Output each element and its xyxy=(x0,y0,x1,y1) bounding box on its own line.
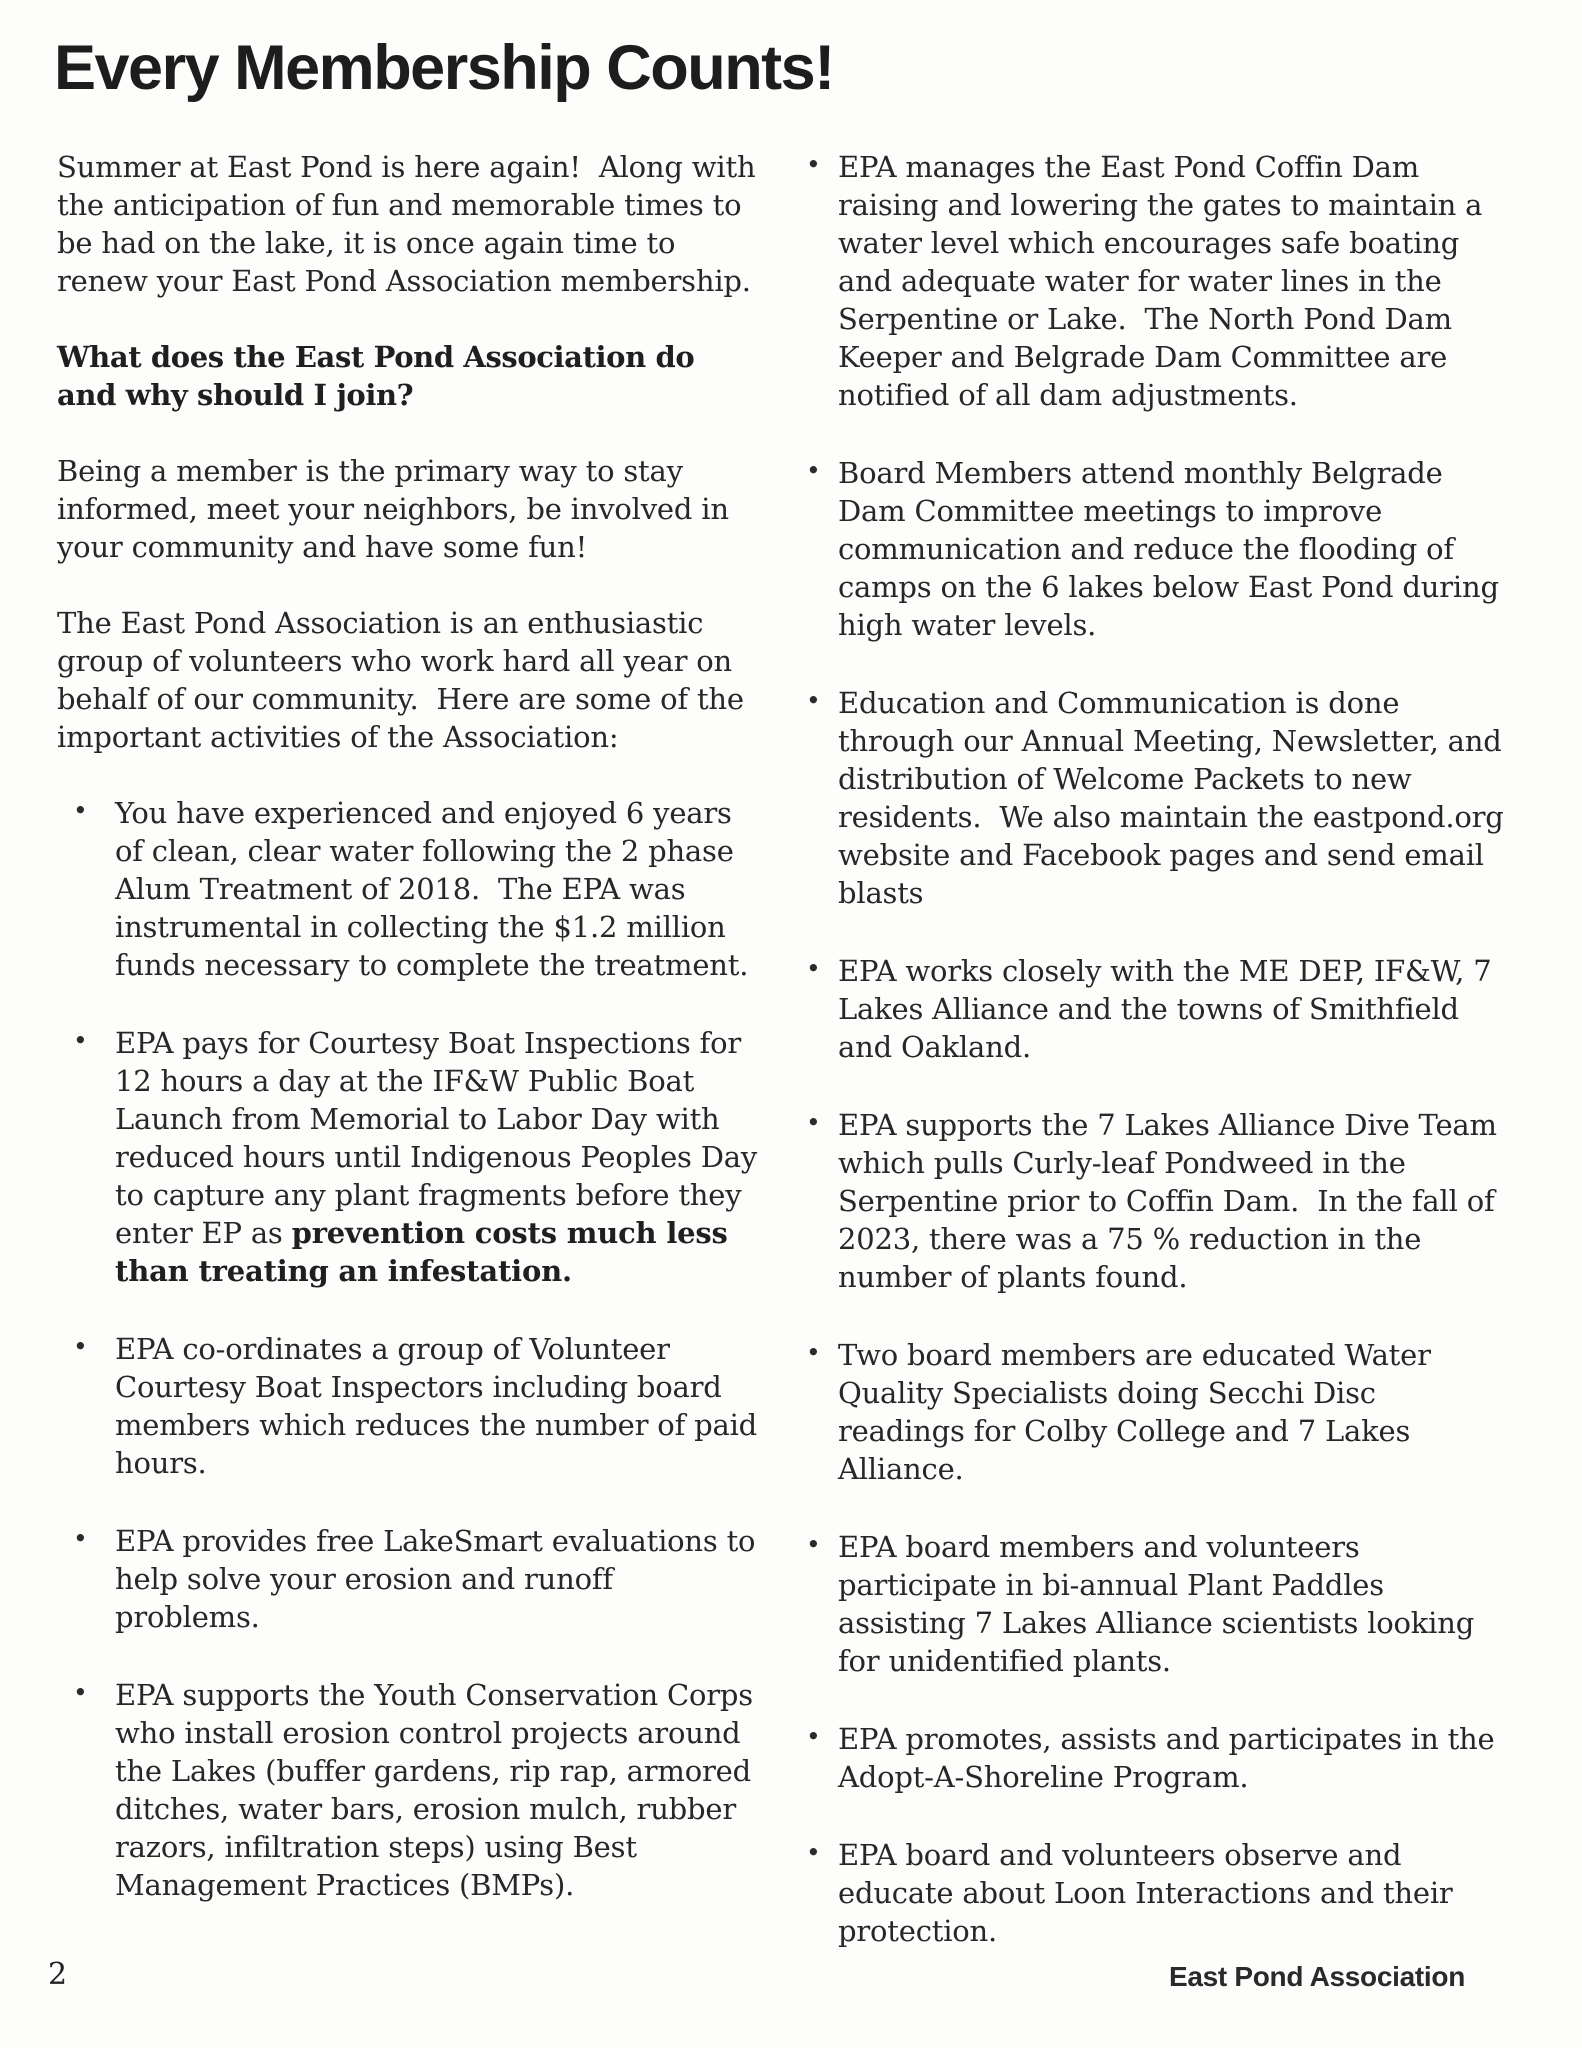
list-item xyxy=(808,148,1508,414)
bullet-text: EPA supports the 7 Lakes Alliance Dive Team which pulls Curly-leaf Pondweed in the Serpentine prior to Coffin Dam. In the fall of 2023, there was a 75 % reduction in the number of plants found. xyxy=(838,1108,1506,1294)
bullet-text: Board Members attend monthly Belgrade Dam Committee meetings to improve communication and reduce the flooding of camps on the 6 lakes below East Pond during high water levels. xyxy=(838,456,1508,642)
bullet-text: EPA board and volunteers observe and educate about Loon Interactions and their protection. xyxy=(838,1838,1462,1948)
page-title: Every Membership Counts! xyxy=(54,33,834,103)
bullet-text: Education and Communication is done through our Annual Meeting, Newsletter, and distribution of Welcome Packets to new residents. We also maintain the eastpond.org website and Facebook pages and send email blasts xyxy=(838,686,1513,910)
right-column xyxy=(808,148,1513,1990)
list-item xyxy=(808,952,1508,1066)
bullet-text: EPA promotes, assists and participates in the Adopt-A-Shoreline Program. xyxy=(838,1722,1504,1794)
bullet-text: EPA pays for Courtesy Boat Inspections for 12 hours a day at the IF&W Public Boat Launch from Memorial to Labor Day with reduced hours until Indigenous Peoples Day to capture any plant fragments before they enter EP as xyxy=(115,1026,767,1250)
page-number: 2 xyxy=(48,1957,68,1992)
list-item xyxy=(57,794,759,984)
left-column xyxy=(57,148,767,1944)
bullet-text: EPA manages the East Pond Coffin Dam raising and lowering the gates to maintain a water level which encourages safe boating and adequate water for water lines in the Serpentine or Lake. The North Pond Dam Keeper and Belgrade Dam Committee are notified of all dam adjustments. xyxy=(838,150,1492,412)
bullet-text: EPA provides free LakeSmart evaluations to help solve your erosion and runoff problems. xyxy=(115,1524,765,1634)
bullet-text: Two board members are educated Water Quality Specialists doing Secchi Disc readings for Colby College and 7 Lakes Alliance. xyxy=(838,1338,1440,1486)
bullet-text: EPA board members and volunteers participate in bi-annual Plant Paddles assisting 7 Lakes Alliance scientists looking for unidentified plants. xyxy=(838,1530,1484,1678)
bullet-text-bold: prevention costs much less than treating an infestation. xyxy=(115,1216,738,1288)
list-item xyxy=(57,1330,767,1482)
list-item xyxy=(57,1676,762,1904)
left-bullet-list xyxy=(57,794,767,1904)
footer-organization: East Pond Association xyxy=(1168,1961,1465,1992)
list-item xyxy=(57,1522,765,1636)
membership-paragraph: Being a member is the primary way to stay informed, meet your neighbors, be involved in your community and have some fun! xyxy=(57,454,738,564)
list-item xyxy=(808,1528,1508,1680)
bullet-text: EPA co-ordinates a group of Volunteer Courtesy Boat Inspectors including board members which reduces the number of paid hours. xyxy=(115,1332,767,1480)
section-heading: What does the East Pond Association do and why should I join? xyxy=(57,340,705,412)
list-item xyxy=(808,1336,1508,1488)
bullet-text: You have experienced and enjoyed 6 years of clean, clear water following the 2 phase Alum Treatment of 2018. The EPA was instrumental in collecting the $1.2 million funds necessary to complete the treatment. xyxy=(115,796,749,982)
intro-paragraph: Summer at East Pond is here again! Along with the anticipation of fun and memorable times to be had on the lake, it is once again time to renew your East Pond Association membership. xyxy=(57,150,765,298)
activities-paragraph: The East Pond Association is an enthusiastic group of volunteers who work hard all year on behalf of our community. Here are some of the important activities of the Association: xyxy=(57,606,753,754)
bullet-text: EPA supports the Youth Conservation Corps who install erosion control projects around the Lakes (buffer gardens, rip rap, armored ditches, water bars, erosion mulch, rubber razors, infiltration steps) using Best Management Practices (BMPs). xyxy=(115,1678,762,1902)
right-bullet-list xyxy=(808,148,1513,1950)
bullet-text: EPA works closely with the ME DEP, IF&W, 7 Lakes Alliance and the towns of Smithfield and Oakland. xyxy=(838,954,1501,1064)
list-item xyxy=(808,1106,1508,1296)
list-item xyxy=(57,1024,767,1290)
list-item xyxy=(808,1836,1508,1950)
list-item xyxy=(808,1720,1508,1796)
list-item xyxy=(808,684,1513,912)
list-item xyxy=(808,454,1508,644)
